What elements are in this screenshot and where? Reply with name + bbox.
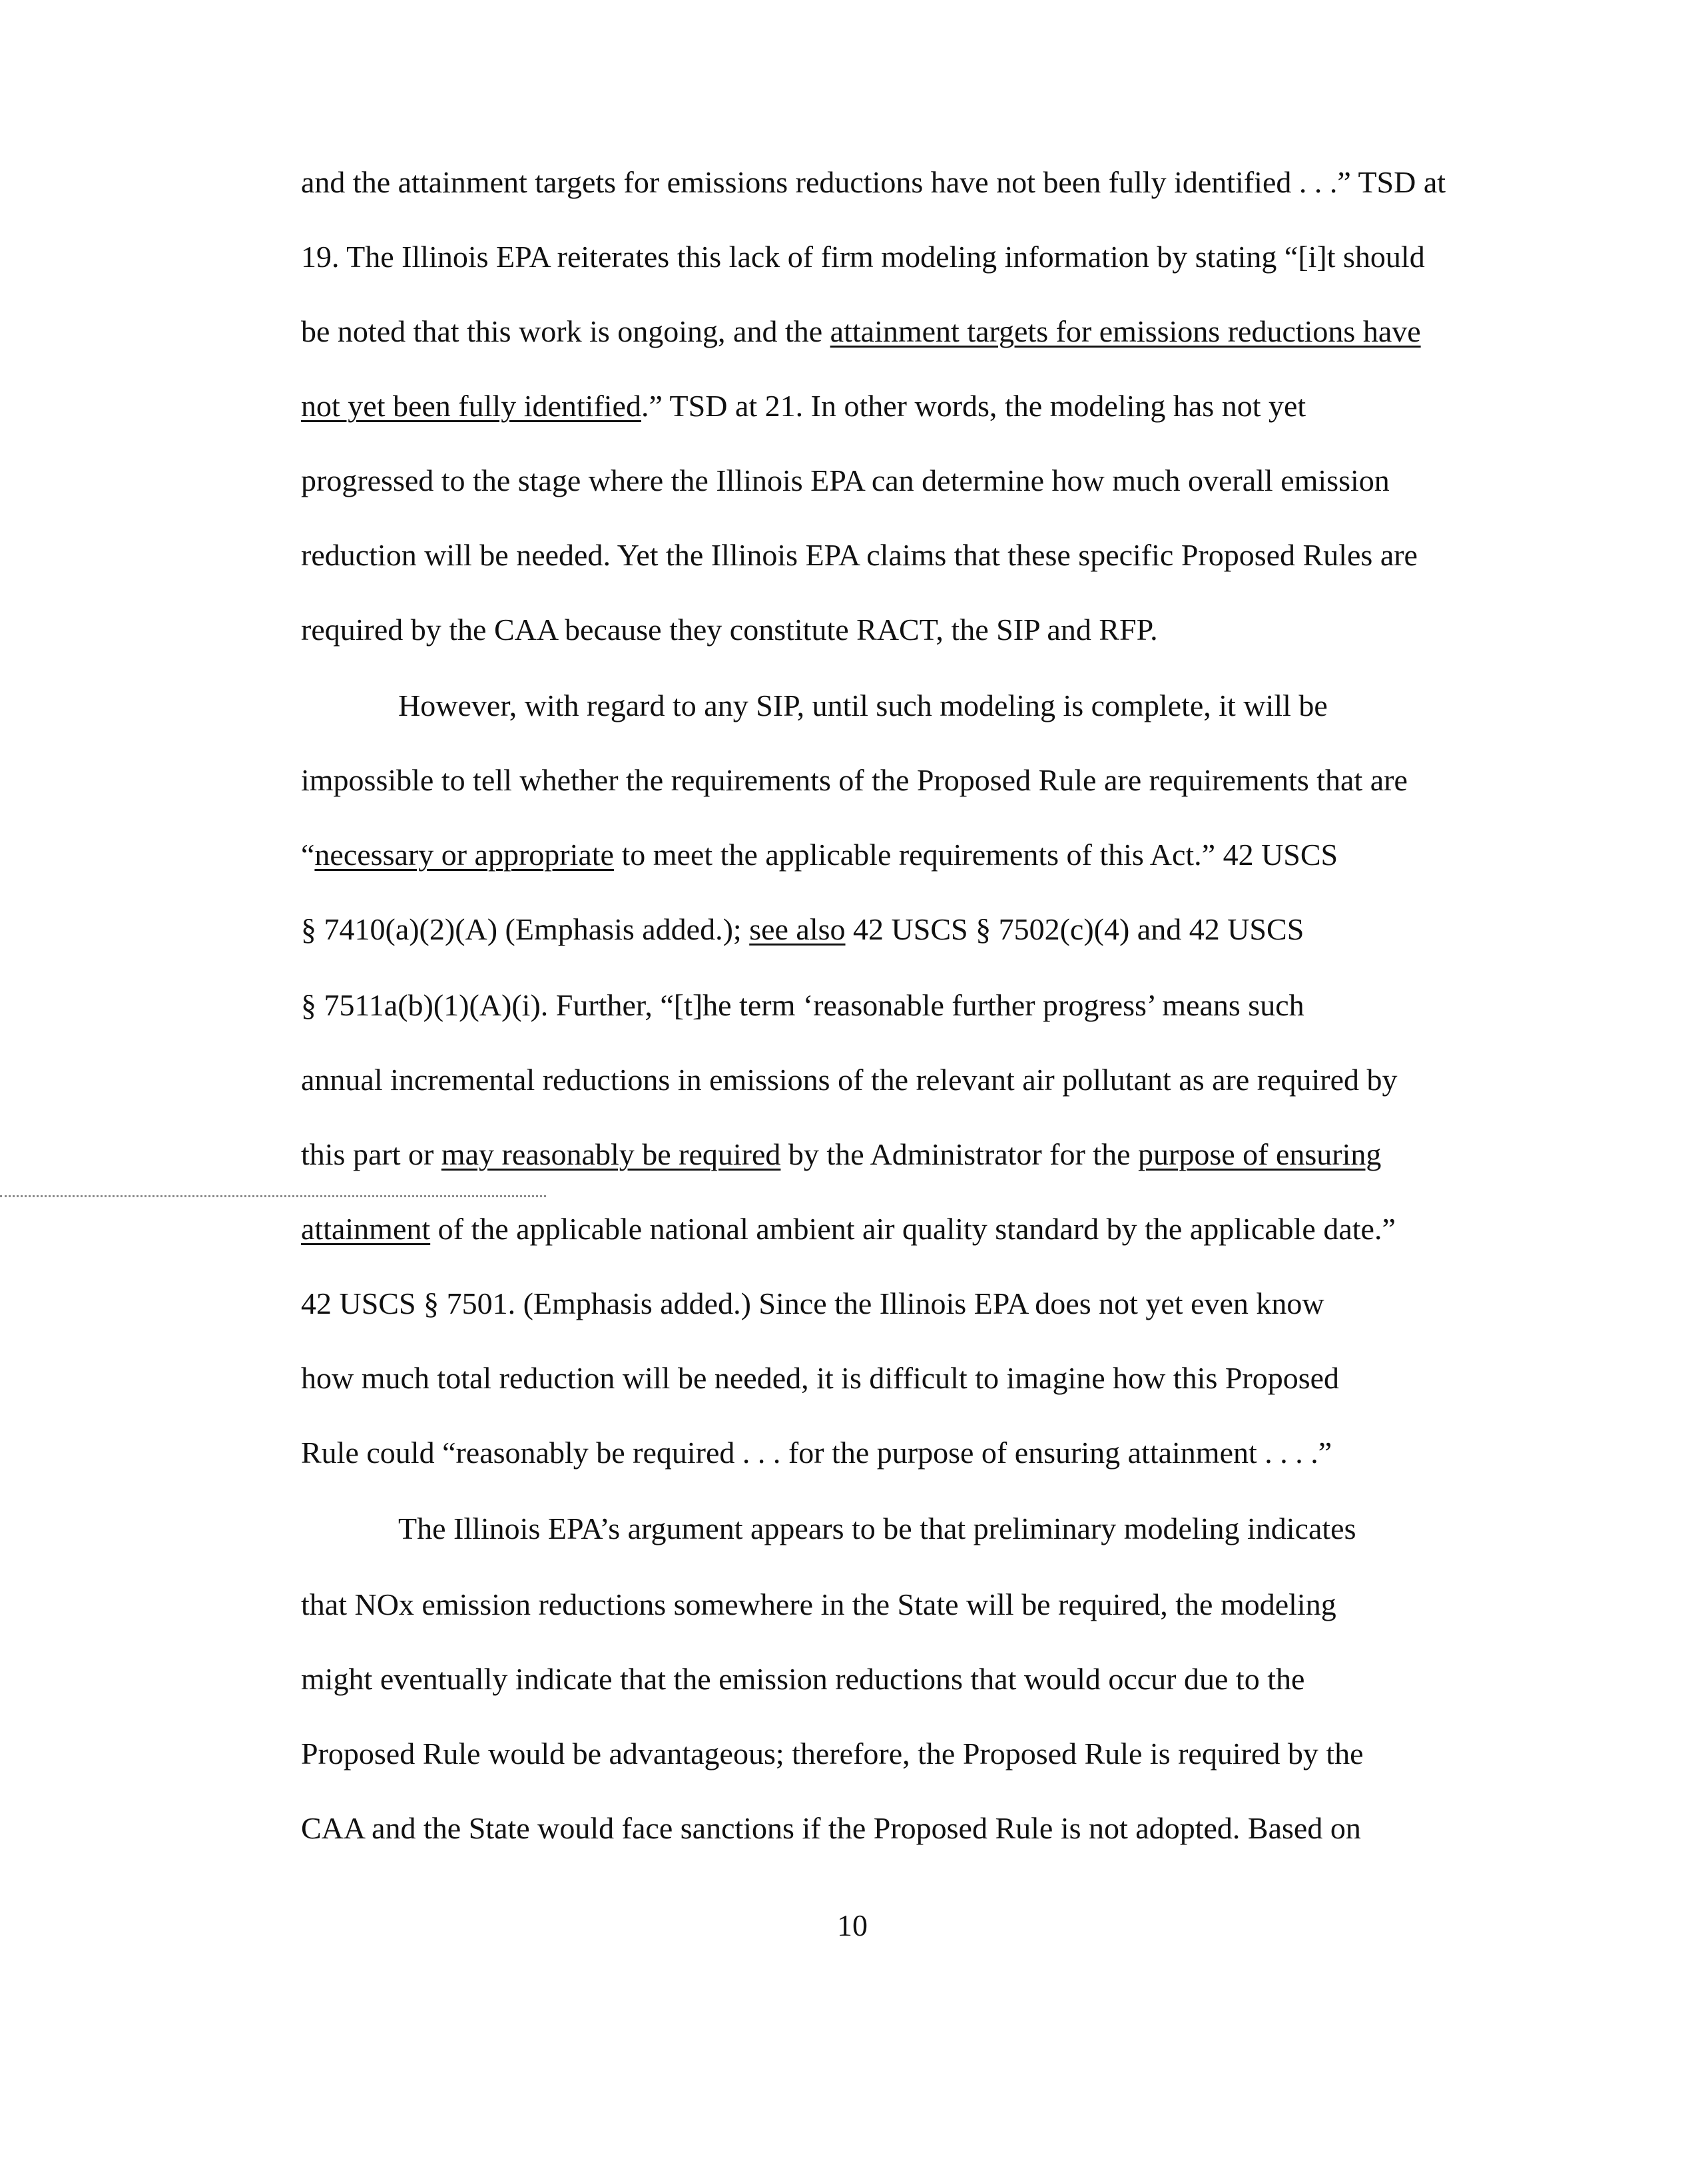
text-run: this part or: [301, 1137, 441, 1171]
text-run: .” TSD at 21. In other words, the modeling has not yet: [641, 389, 1306, 423]
text-run: of the applicable national ambient air quality standard by the applicable date.”: [430, 1212, 1396, 1246]
text-run: by the Administrator for the: [780, 1137, 1138, 1171]
text-run: and the attainment targets for emissions reductions have not been fully identified . . .” TSD at: [301, 165, 1446, 199]
text-run: The Illinois EPA’s argument appears to be that preliminary modeling indicates: [398, 1511, 1356, 1545]
underlined-text: attainment targets for emissions reductions have: [830, 314, 1421, 348]
underlined-text: attainment: [301, 1212, 431, 1246]
underlined-text: may reasonably be required: [441, 1137, 781, 1171]
text-run: that NOx emission reductions somewhere in the State will be required, the modeling: [301, 1587, 1336, 1621]
text-run: annual incremental reductions in emissions of the relevant air pollutant as are required by: [301, 1063, 1398, 1097]
text-run: reduction will be needed. Yet the Illinois EPA claims that these specific Proposed Rules are: [301, 538, 1418, 572]
text-line: [301, 1285, 1324, 1322]
text-line: [301, 238, 1425, 276]
text-run: progressed to the stage where the Illinois EPA can determine how much overall emission: [301, 463, 1390, 497]
text-line: [301, 313, 1421, 350]
underlined-text: necessary or appropriate: [314, 838, 614, 872]
text-run: required by the CAA because they constitute RACT, the SIP and RFP.: [301, 613, 1158, 647]
text-run: 19. The Illinois EPA reiterates this lack of firm modeling information by stating “[i]t should: [301, 240, 1425, 274]
text-run: Rule could “reasonably be required . . . for the purpose of ensuring attainment . . . .”: [301, 1436, 1332, 1470]
text-line: [301, 1434, 1332, 1472]
text-run: be noted that this work is ongoing, and the: [301, 314, 830, 348]
scan-artifact-line: [0, 1195, 546, 1197]
text-line: [301, 1211, 1396, 1248]
text-line: [301, 388, 1306, 425]
text-run: impossible to tell whether the requirements of the Proposed Rule are requirements that are: [301, 763, 1408, 797]
text-line: [301, 462, 1390, 499]
text-line: [398, 1510, 1356, 1547]
text-run: § 7511a(b)(1)(A)(i). Further, “[t]he term ‘reasonable further progress’ means such: [301, 988, 1304, 1022]
text-line: [301, 611, 1158, 649]
text-run: CAA and the State would face sanctions if the Proposed Rule is not adopted. Based on: [301, 1811, 1361, 1845]
text-line: [301, 1735, 1364, 1773]
text-run: might eventually indicate that the emission reductions that would occur due to the: [301, 1662, 1305, 1696]
page-number: 10: [837, 1908, 868, 1942]
text-run: Proposed Rule would be advantageous; therefore, the Proposed Rule is required by the: [301, 1737, 1364, 1771]
underlined-text: purpose of ensuring: [1138, 1137, 1382, 1171]
text-line: [301, 1661, 1304, 1698]
text-run: § 7410(a)(2)(A) (Emphasis added.);: [301, 912, 750, 946]
text-line: [301, 911, 1304, 948]
text-run: “: [301, 838, 315, 872]
underlined-text: see also: [749, 912, 846, 946]
text-run: to meet the applicable requirements of this Act.” 42 USCS: [613, 838, 1338, 872]
text-line: [301, 1586, 1336, 1623]
text-run: 42 USCS § 7502(c)(4) and 42 USCS: [845, 912, 1304, 946]
text-line: [301, 762, 1408, 799]
text-line: [398, 687, 1328, 724]
underlined-text: not yet been fully identified: [301, 389, 641, 423]
text-run: 42 USCS § 7501. (Emphasis added.) Since the Illinois EPA does not yet even know: [301, 1286, 1324, 1320]
text-run: However, with regard to any SIP, until such modeling is complete, it will be: [398, 688, 1328, 722]
text-line: [301, 1360, 1339, 1397]
text-line: [301, 537, 1418, 574]
text-line: [301, 987, 1304, 1024]
text-line: [301, 164, 1446, 201]
text-line: [301, 1061, 1398, 1099]
text-line: [301, 1136, 1381, 1173]
text-run: how much total reduction will be needed, it is difficult to imagine how this Proposed: [301, 1361, 1340, 1395]
text-line: [301, 1810, 1361, 1847]
text-line: [301, 836, 1338, 874]
